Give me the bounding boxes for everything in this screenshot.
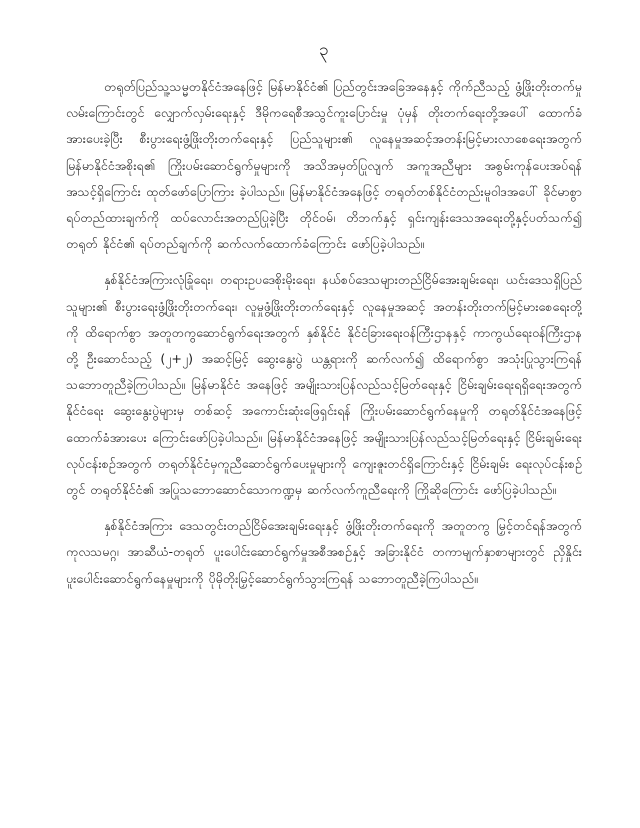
paragraph-3: နှစ်နိုင်ငံအကြား ဒေသတွင်းတည်ငြိမ်အေးချမ်းရေးနှင့် ဖွံ့ဖြိုးတိုးတက်ရေးကို အတူတကွ မြှင့်တင်ရန်အတွက် ကုလသမဂ္ဂ၊ အာဆီယံ-တရုတ် ပူးပေါင်းဆောင်ရွက်မှုအစီအစဉ်နှင့် အခြားနိုင်ငံ တကာမျက်နှာစာများတွင် ညှိနှိုင်းပူးပေါင်းဆောင်ရွက်နေမှုများကို ပိုမိုတိုးမြှင့်ဆောင်ရွက်သွားကြရန် သဘောတူညီခဲ့ကြပါသည်။: [66, 518, 582, 586]
paragraph-1: တရုတ်ပြည်သူ့သမ္မတနိုင်ငံအနေဖြင့် မြန်မာနိုင်ငံ၏ ပြည်တွင်းအခြေအနေနှင့် ကိုက်ညီသည့် ဖွံ့ဖြိုးတိုးတက်မှုလမ်းကြောင်းတွင် လျှောက်လှမ်းရေးနှင့် ဒီမိုကရေစီအသွင်ကူးပြောင်းမှု ပုံမှန် တိုးတက်ရေးတို့အပေါ် ထောက်ခံအားပေးခဲ့ပြီး စီးပွားရေးဖွံ့ဖြိုးတိုးတက်ရေးနှင့် ပြည်သူများ၏ လူနေမှုအဆင့်အတန်းမြင့်မားလာစေရေးအတွက် မြန်မာနိုင်ငံအစိုးရ၏ ကြိုးပမ်းဆောင်ရွက်မှုများကို အသိအမှတ်ပြုလျက် အကူအညီများ အစွမ်းကုန်ပေးအပ်ရန် အသင့်ရှိကြောင်း ထုတ်ဖော်ပြောကြား ခဲ့ပါသည်။ မြန်မာနိုင်ငံအနေဖြင့် တရုတ်တစ်နိုင်ငံတည်းမူဝါဒအပေါ် ခိုင်မာစွာ ရပ်တည်ထားချက်ကို ထပ်လောင်းအတည်ပြုခဲ့ပြီး တိုင်ဝမ်၊ တိဘက်နှင့် ရှင်းကျန်းဒေသအရေးတို့နှင့်ပတ်သက်၍ တရုတ် နိုင်ငံ၏ ရပ်တည်ချက်ကို ဆက်လက်ထောက်ခံကြောင်း ဖော်ပြခဲ့ပါသည်။: [66, 79, 582, 252]
paragraph-2: နှစ်နိုင်ငံအကြားလုံခြုံရေး၊ တရားဥပဒေစိုးမိုးရေး၊ နယ်စပ်ဒေသများတည်ငြိမ်အေးချမ်းရေး၊ ယင်းဒေသရှိပြည်သူများ၏ စီးပွားရေးဖွံ့ဖြိုးတိုးတက်ရေး၊ လူမှုဖွံ့ဖြိုးတိုးတက်ရေးနှင့် လူနေမှုအဆင့် အတန်းတိုးတက်မြင့်မားစေရေးတို့ကို ထိရောက်စွာ အတူတကွဆောင်ရွက်ရေးအတွက် နှစ်နိုင်ငံ နိုင်ငံခြားရေးဝန်ကြီးဌာနနှင့် ကာကွယ်ရေးဝန်ကြီးဌာနတို့ ဦးဆောင်သည့် (၂+၂) အဆင့်မြင့် ဆွေးနွေးပွဲ ယန္တရားကို ဆက်လက်၍ ထိရောက်စွာ အသုံးပြုသွားကြရန် သဘောတူညီခဲ့ကြပါသည်။ မြန်မာနိုင်ငံ အနေဖြင့် အမျိုးသားပြန်လည်သင့်မြတ်ရေးနှင့် ငြိမ်းချမ်းရေးရရှိရေးအတွက် နိုင်ငံရေး ဆွေးနွေးပွဲများမှ တစ်ဆင့် အကောင်းဆုံးဖြေရှင်းရန် ကြိုးပမ်းဆောင်ရွက်နေမှုကို တရုတ်နိုင်ငံအနေဖြင့် ထောက်ခံအားပေး ကြောင်းဖော်ပြခဲ့ပါသည်။ မြန်မာနိုင်ငံအနေဖြင့် အမျိုးသားပြန်လည်သင့်မြတ်ရေးနှင့် ငြိမ်းချမ်းရေး လုပ်ငန်းစဉ်အတွက် တရုတ်နိုင်ငံမှကူညီဆောင်ရွက်ပေးမှုများကို ကျေးဇူးတင်ရှိကြောင်းနှင့် ငြိမ်းချမ်း ရေးလုပ်ငန်းစဉ်တွင် တရုတ်နိုင်ငံ၏ အပြုသဘောဆောင်သောကဏ္ဍမှ ဆက်လက်ကူညီရေးကို ကြိုဆိုကြောင်း ဖော်ပြခဲ့ပါသည်။: [66, 272, 582, 498]
page-number: ၃: [319, 40, 329, 60]
